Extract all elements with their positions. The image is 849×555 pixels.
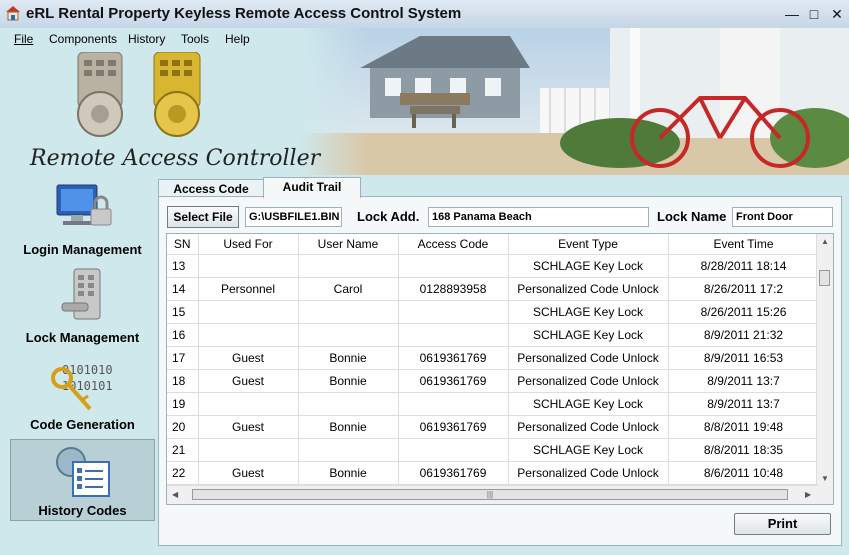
audit-table <box>167 234 820 485</box>
lock-name-label: Lock Name <box>657 209 727 224</box>
vertical-scroll-thumb[interactable] <box>819 270 830 286</box>
tab-audit-trail[interactable]: Audit Trail <box>263 177 361 198</box>
table-row[interactable] <box>167 393 819 416</box>
table-cell: Personalized Code Unlock <box>508 370 668 393</box>
vertical-scrollbar[interactable] <box>816 234 833 486</box>
table-cell: 18 <box>167 370 198 393</box>
history-list-icon <box>53 444 115 500</box>
horizontal-scrollbar[interactable] <box>167 485 819 504</box>
lock-address-field[interactable]: 168 Panama Beach <box>428 207 649 227</box>
locks-image <box>70 52 210 142</box>
banner <box>0 28 849 175</box>
table-cell: Bonnie <box>298 462 398 485</box>
table-row[interactable] <box>167 416 819 439</box>
scrollbar-corner <box>817 486 833 504</box>
tab-access-code[interactable]: Access Code <box>158 179 264 197</box>
table-row[interactable] <box>167 462 819 485</box>
table-cell: 0619361769 <box>398 462 508 485</box>
table-cell: 16 <box>167 324 198 347</box>
audit-trail-panel <box>158 196 842 546</box>
beach-house-photo <box>300 28 849 175</box>
computer-lock-icon <box>55 183 115 235</box>
table-cell: Personalized Code Unlock <box>508 278 668 301</box>
table-cell: Guest <box>198 416 298 439</box>
lock-name-field[interactable]: Front Door <box>732 207 833 227</box>
table-cell: Carol <box>298 278 398 301</box>
table-cell <box>198 439 298 462</box>
table-cell <box>398 324 508 347</box>
menu-file[interactable]: File <box>14 32 34 46</box>
minimize-button[interactable]: — <box>785 6 799 22</box>
menu-help[interactable]: Help <box>225 32 250 46</box>
table-cell: Personnel <box>198 278 298 301</box>
table-cell: Guest <box>198 347 298 370</box>
sidebar-item-label: Login Management <box>23 242 142 257</box>
logo-text: Remote Access Controller <box>30 146 321 171</box>
table-cell: 8/9/2011 21:32 <box>668 324 819 347</box>
title-bar <box>0 0 849 29</box>
print-button[interactable]: Print <box>734 513 831 535</box>
svg-text:1010101: 1010101 <box>62 379 113 393</box>
app-icon <box>5 5 21 21</box>
table-cell: 8/6/2011 10:48 <box>668 462 819 485</box>
table-cell <box>398 439 508 462</box>
table-cell: 0619361769 <box>398 416 508 439</box>
sidebar-item-label: Code Generation <box>30 417 135 432</box>
table-row[interactable] <box>167 347 819 370</box>
table-row[interactable] <box>167 324 819 347</box>
table-cell: 8/8/2011 19:48 <box>668 416 819 439</box>
column-header[interactable]: SN <box>167 234 198 255</box>
table-cell: 20 <box>167 416 198 439</box>
menu-history[interactable]: History <box>128 32 166 46</box>
menu-components[interactable]: Components <box>49 32 118 46</box>
table-cell: Guest <box>198 462 298 485</box>
table-cell: Personalized Code Unlock <box>508 347 668 370</box>
window-title: eRL Rental Property Keyless Remote Access Control System <box>26 5 462 22</box>
table-cell <box>198 324 298 347</box>
table-cell: 0619361769 <box>398 347 508 370</box>
key-code-icon <box>50 354 120 414</box>
table-cell: SCHLAGE Key Lock <box>508 324 668 347</box>
menu-tools[interactable]: Tools <box>181 32 210 46</box>
table-cell: SCHLAGE Key Lock <box>508 393 668 416</box>
sidebar-item-lock-management[interactable] <box>10 265 155 347</box>
table-cell: 8/26/2011 15:26 <box>668 301 819 324</box>
table-cell: Bonnie <box>298 370 398 393</box>
column-header[interactable]: Used For <box>198 234 298 255</box>
table-cell <box>198 255 298 278</box>
table-cell: Guest <box>198 370 298 393</box>
table-cell: 8/8/2011 18:35 <box>668 439 819 462</box>
table-cell: Personalized Code Unlock <box>508 416 668 439</box>
close-button[interactable]: ✕ <box>831 6 843 22</box>
table-row[interactable] <box>167 301 819 324</box>
table-cell: 0619361769 <box>398 370 508 393</box>
table-cell <box>298 393 398 416</box>
scroll-right-icon[interactable]: ▶ <box>805 490 812 499</box>
table-cell <box>198 393 298 416</box>
table-cell <box>298 301 398 324</box>
sidebar-item-code-generation[interactable] <box>10 352 155 434</box>
table-cell: 15 <box>167 301 198 324</box>
table-header-row <box>167 234 819 255</box>
sidebar <box>6 175 156 553</box>
table-cell: SCHLAGE Key Lock <box>508 301 668 324</box>
column-header[interactable]: User Name <box>298 234 398 255</box>
table-cell: SCHLAGE Key Lock <box>508 439 668 462</box>
table-cell: 8/9/2011 13:7 <box>668 370 819 393</box>
table-cell: 19 <box>167 393 198 416</box>
sidebar-item-history-codes[interactable] <box>10 439 155 521</box>
table-cell: 14 <box>167 278 198 301</box>
table-cell <box>398 301 508 324</box>
file-path-field[interactable]: G:\USBFILE1.BIN <box>245 207 342 227</box>
column-header[interactable]: Event Type <box>508 234 668 255</box>
sidebar-item-label: History Codes <box>38 503 127 518</box>
table-cell <box>398 255 508 278</box>
scroll-up-icon[interactable]: ▲ <box>821 237 829 246</box>
column-header[interactable]: Event Time <box>668 234 819 255</box>
maximize-button[interactable]: □ <box>809 6 819 22</box>
table-cell: 8/26/2011 17:2 <box>668 278 819 301</box>
sidebar-item-login-management[interactable] <box>10 177 155 259</box>
scroll-down-icon[interactable]: ▼ <box>821 474 829 483</box>
table-row[interactable] <box>167 278 819 301</box>
svg-text:0101010: 0101010 <box>62 363 113 377</box>
table-row[interactable] <box>167 255 819 278</box>
table-cell <box>398 393 508 416</box>
table-row[interactable] <box>167 439 819 462</box>
lock-add-label: Lock Add. <box>357 209 420 224</box>
table-cell <box>298 324 398 347</box>
sidebar-item-label: Lock Management <box>25 330 140 345</box>
table-row[interactable] <box>167 370 819 393</box>
table-cell: Bonnie <box>298 347 398 370</box>
audit-trail-table <box>166 233 834 505</box>
table-cell: 8/9/2011 16:53 <box>668 347 819 370</box>
table-cell <box>198 301 298 324</box>
table-cell: 0128893958 <box>398 278 508 301</box>
select-file-button[interactable]: Select File <box>167 206 239 228</box>
table-cell <box>298 255 398 278</box>
table-cell: 21 <box>167 439 198 462</box>
table-cell: 17 <box>167 347 198 370</box>
scroll-left-icon[interactable]: ◀ <box>172 490 179 499</box>
column-header[interactable]: Access Code <box>398 234 508 255</box>
table-cell: 8/9/2011 13:7 <box>668 393 819 416</box>
keypad-lock-icon <box>60 267 110 327</box>
horizontal-scroll-thumb[interactable]: ||| <box>192 489 788 500</box>
table-cell: 13 <box>167 255 198 278</box>
table-cell: SCHLAGE Key Lock <box>508 255 668 278</box>
table-cell: 8/28/2011 18:14 <box>668 255 819 278</box>
table-cell: 22 <box>167 462 198 485</box>
table-cell <box>298 439 398 462</box>
table-cell: Bonnie <box>298 416 398 439</box>
table-cell: Personalized Code Unlock <box>508 462 668 485</box>
